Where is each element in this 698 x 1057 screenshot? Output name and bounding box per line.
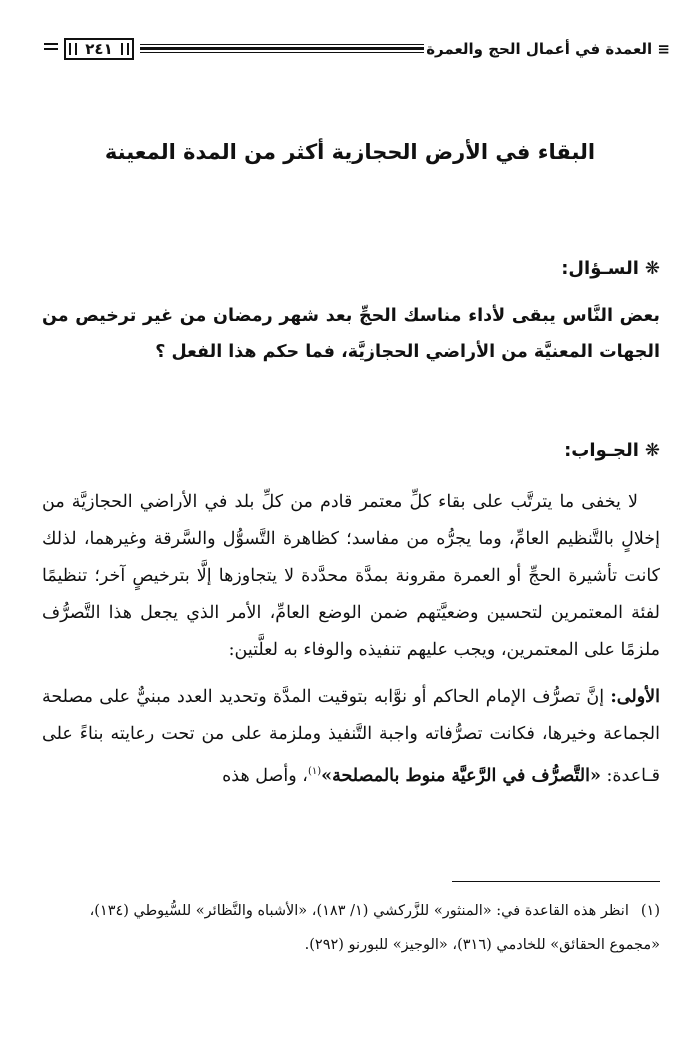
footnote-line-1 xyxy=(42,894,660,928)
answer-body xyxy=(42,484,660,795)
header-rule xyxy=(140,44,424,56)
first-reason-tail: ، وأصل هذه xyxy=(222,765,308,786)
first-reason-lead: الأولى: xyxy=(610,687,660,707)
page-number: ٢٤١ xyxy=(64,38,134,60)
footnote xyxy=(42,894,660,962)
chapter-title: البقاء في الأرض الحجازية أكثر من المدة المعينة xyxy=(104,140,596,164)
first-reason-text: إنَّ تصرُّف الإمام الحاكم أو نوَّابه بتوقيت المدَّة وتحديد العدد مبنيٌّ على مصلحة الجماعة وخيرها، فكانت تصرُّفاته واجبة التَّنفيذ وملزمة على من تحت رعايته بناءً على قـاعدة: xyxy=(42,687,660,786)
footnote-separator xyxy=(452,881,660,882)
answer-paragraph-2 xyxy=(42,679,660,795)
footnote-marker: (١) xyxy=(640,903,660,919)
legal-maxim: «التَّصرُّف في الرَّعيَّة منوط بالمصلحة» xyxy=(321,765,601,786)
running-header xyxy=(28,38,670,64)
footnote-text-1: انظر هذه القاعدة في: «المنثور» للزَّركشي (١/ ١٨٣)، «الأشباه والنَّظائر» للسُّيوطي (١٣٤)، xyxy=(89,903,629,919)
footnote-line-2: «مجموع الحقائق» للخادمي (٣١٦)، «الوجيز» للبورنو (٢٩٢). xyxy=(304,937,660,953)
header-edge-ornament-left xyxy=(44,43,58,55)
answer-heading xyxy=(42,440,660,461)
footnote-reference[interactable]: (١) xyxy=(307,766,322,777)
running-header-title: ≡ العمدة في أعمال الحج والعمرة xyxy=(426,40,670,58)
answer-paragraph-1: لا يخفى ما يترتَّب على بقاء كلِّ معتمر قادم من كلِّ بلد في الأراضي الحجازيَّة من إخلالٍ بالتَّنظيم العامِّ، وما يجرُّه من مفاسد؛ كظاهرة التَّسوُّل والسَّرقة وغيرهما، لذلك كانت تأشيرة الحجِّ أو العمرة مقرونة بمدَّة محدَّدة لا يتجاوزها إلَّا بترخيصٍ آخر؛ تنظيمًا لفئة المعتمرين لتحسين وضعيَّتهم ضمن الوضع العامِّ، الأمر الذي يجعل هذا التَّصرُّف ملزمًا على المعتمرين، ويجب عليهم تنفيذه والوفاء به لعلَّتين: xyxy=(42,492,660,660)
question-heading xyxy=(42,258,660,279)
star-ornament-icon: ❋ xyxy=(644,440,660,461)
answer-label: الجـواب: xyxy=(564,440,639,461)
question-text: بعض النَّاس يبقى لأداء مناسك الحجِّ بعد شهر رمضان من غير ترخيص من الجهات المعنيَّة من الأراضي الحجازيَّة، فما حكم هذا الفعل ؟ xyxy=(42,306,660,362)
question-label: السـؤال: xyxy=(561,258,639,279)
star-ornament-icon: ❋ xyxy=(644,258,660,279)
